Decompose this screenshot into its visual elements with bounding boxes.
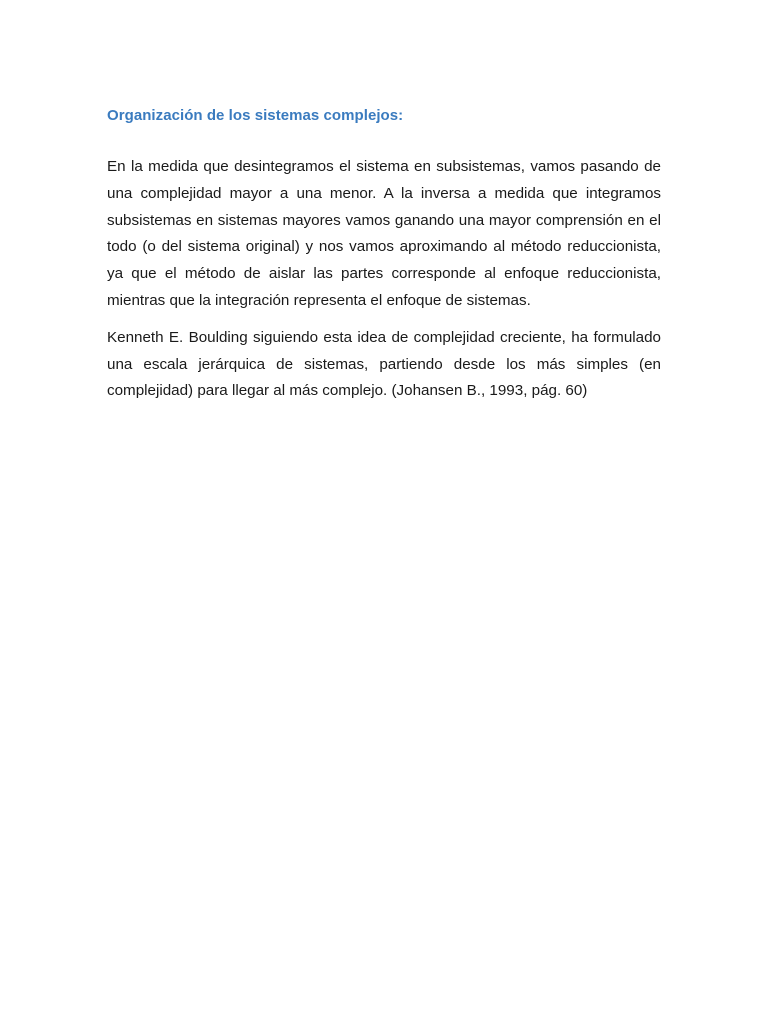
document-content — [107, 105, 661, 415]
section-heading: Organización de los sistemas complejos: — [107, 107, 404, 124]
body-paragraph-2: Kenneth E. Boulding siguiendo esta idea de complejidad creciente, ha formulado una escala jerárquica de sistemas, partiendo desde los más simples (en complejidad) para llegar al más complejo. (Johansen B., 1993, pág. 60) — [107, 328, 661, 400]
body-paragraph-1: En la medida que desintegramos el sistema en subsistemas, vamos pasando de una complejidad mayor a una menor. A la inversa a medida que integramos subsistemas en sistemas mayores vamos ganando una mayor comprensión en el todo (o del sistema original) y nos vamos aproximando al método reduccionista, ya que el método de aislar las partes corresponde al enfoque reduccionista, mientras que la integración representa el enfoque de sistemas. — [107, 158, 661, 309]
